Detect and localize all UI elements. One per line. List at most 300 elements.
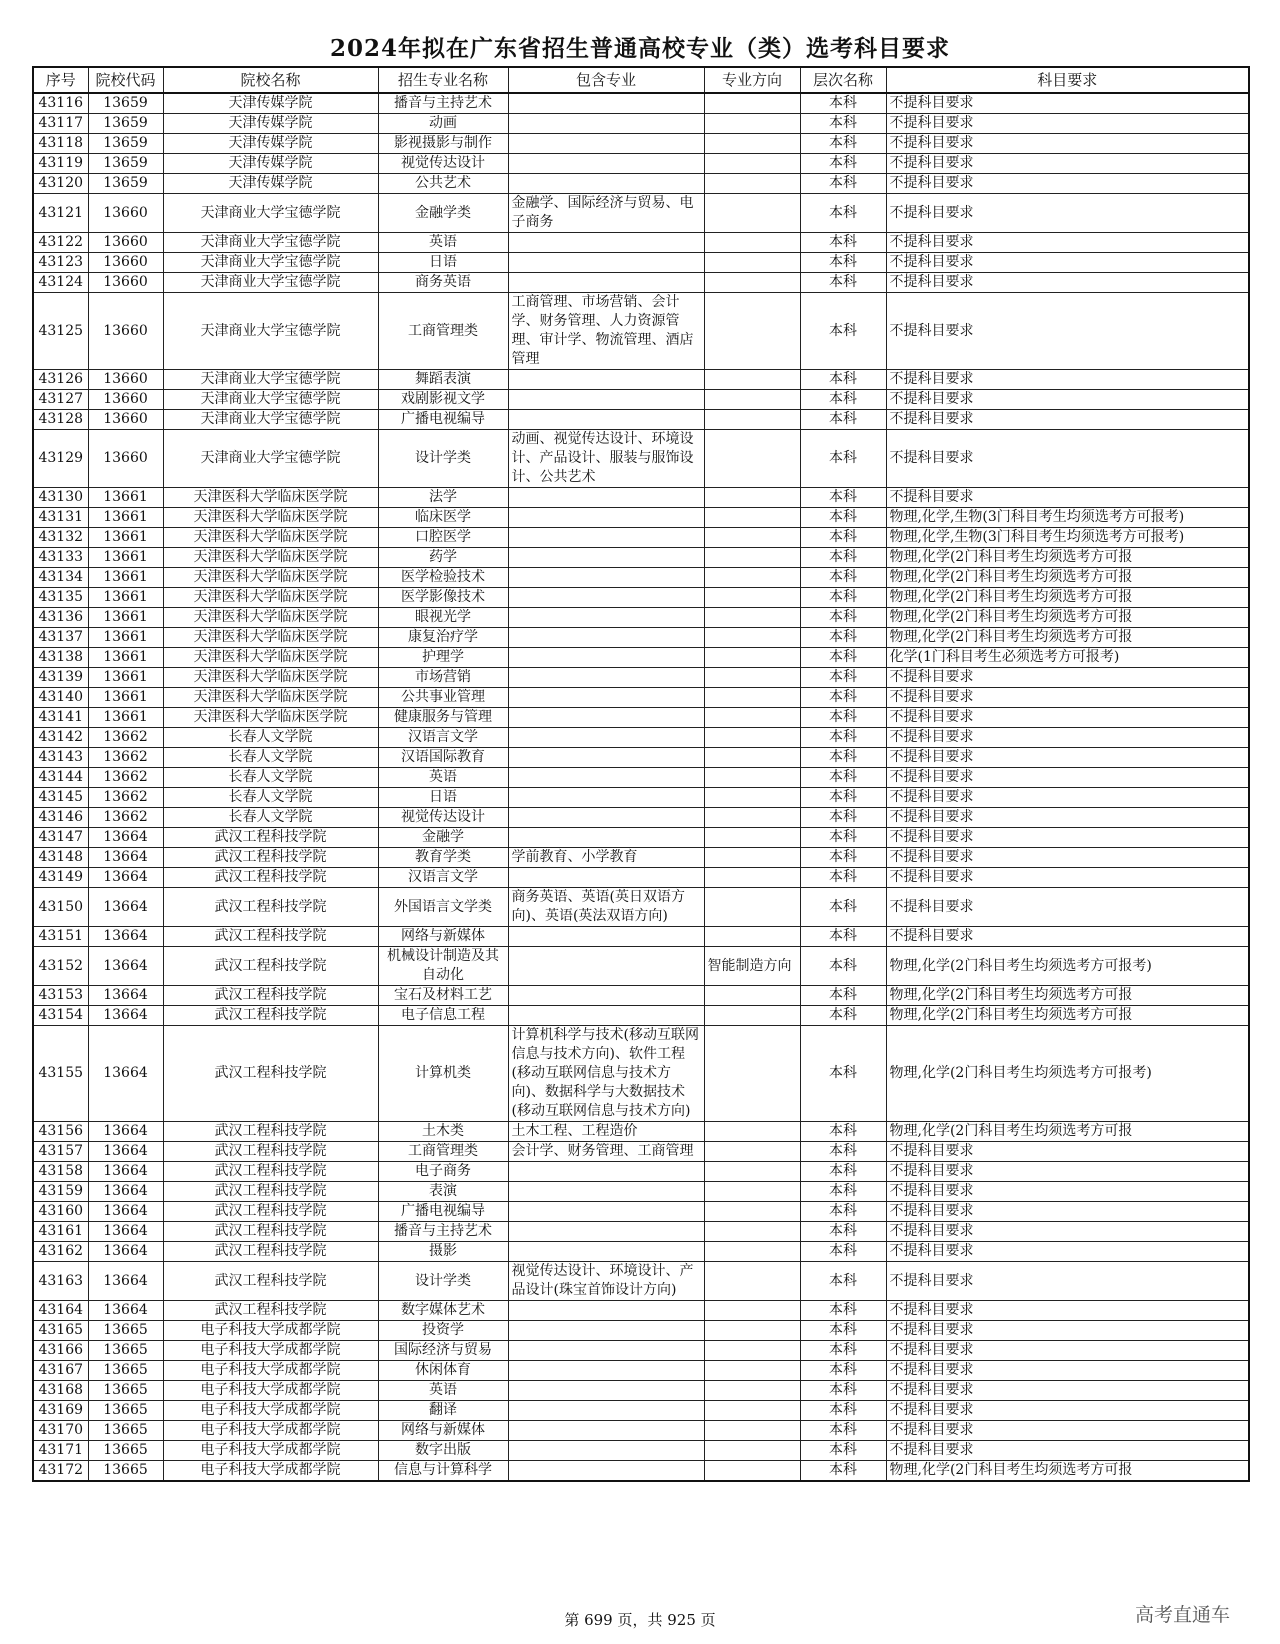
major-name-cell: 土木类 (378, 1122, 508, 1142)
table-row (33, 608, 1249, 628)
subject-requirement-cell: 不提科目要求 (886, 154, 1249, 174)
major-name-cell: 视觉传达设计 (378, 154, 508, 174)
school-code-cell: 13661 (88, 508, 163, 528)
school-code-cell: 13665 (88, 1381, 163, 1401)
school-name-cell: 天津传媒学院 (163, 134, 378, 154)
row-index-cell: 43163 (33, 1262, 88, 1301)
table-row (33, 528, 1249, 548)
subject-requirement-cell: 不提科目要求 (886, 1262, 1249, 1301)
major-name-cell: 翻译 (378, 1401, 508, 1421)
school-code-cell: 13664 (88, 1202, 163, 1222)
major-direction-cell (704, 868, 800, 888)
subject-requirement-cell: 不提科目要求 (886, 688, 1249, 708)
row-index-cell: 43130 (33, 488, 88, 508)
school-name-cell: 武汉工程科技学院 (163, 1242, 378, 1262)
major-direction-cell (704, 628, 800, 648)
table-row (33, 1421, 1249, 1441)
major-direction-cell (704, 1381, 800, 1401)
level-name-cell: 本科 (800, 588, 886, 608)
major-name-cell: 宝石及材料工艺 (378, 986, 508, 1006)
row-index-cell: 43143 (33, 748, 88, 768)
subject-requirement-cell: 不提科目要求 (886, 888, 1249, 927)
school-code-cell: 13660 (88, 390, 163, 410)
school-code-cell: 13664 (88, 1162, 163, 1182)
school-code-cell: 13664 (88, 1006, 163, 1026)
major-direction-cell (704, 748, 800, 768)
major-name-cell: 日语 (378, 253, 508, 273)
row-index-cell: 43151 (33, 927, 88, 947)
school-code-cell: 13665 (88, 1341, 163, 1361)
included-majors-cell: 商务英语、英语(英日双语方向)、英语(英法双语方向) (508, 888, 704, 927)
major-name-cell: 影视摄影与制作 (378, 134, 508, 154)
included-majors-cell (508, 410, 704, 430)
school-code-cell: 13659 (88, 114, 163, 134)
major-direction-cell (704, 986, 800, 1006)
included-majors-cell (508, 114, 704, 134)
row-index-cell: 43119 (33, 154, 88, 174)
table-row (33, 273, 1249, 293)
row-index-cell: 43165 (33, 1321, 88, 1341)
table-row (33, 390, 1249, 410)
table-row (33, 430, 1249, 488)
included-majors-cell (508, 1321, 704, 1341)
level-name-cell: 本科 (800, 93, 886, 114)
row-index-cell: 43156 (33, 1122, 88, 1142)
school-name-cell: 电子科技大学成都学院 (163, 1321, 378, 1341)
table-row (33, 93, 1249, 114)
table-row (33, 488, 1249, 508)
included-majors-cell (508, 1182, 704, 1202)
included-majors-cell (508, 273, 704, 293)
major-direction-cell (704, 927, 800, 947)
major-name-cell: 汉语国际教育 (378, 748, 508, 768)
included-majors-cell (508, 1222, 704, 1242)
school-code-cell: 13662 (88, 748, 163, 768)
table-row (33, 1182, 1249, 1202)
included-majors-cell (508, 253, 704, 273)
table-row (33, 788, 1249, 808)
school-code-cell: 13664 (88, 947, 163, 986)
major-name-cell: 商务英语 (378, 273, 508, 293)
table-row (33, 1242, 1249, 1262)
included-majors-cell (508, 608, 704, 628)
school-code-cell: 13660 (88, 194, 163, 233)
level-name-cell: 本科 (800, 628, 886, 648)
row-index-cell: 43132 (33, 528, 88, 548)
subject-requirement-cell: 不提科目要求 (886, 868, 1249, 888)
table-row (33, 1401, 1249, 1421)
subject-requirement-cell: 不提科目要求 (886, 1202, 1249, 1222)
included-majors-cell (508, 1162, 704, 1182)
major-name-cell: 设计学类 (378, 1262, 508, 1301)
major-direction-cell (704, 788, 800, 808)
major-name-cell: 舞蹈表演 (378, 370, 508, 390)
school-name-cell: 长春人文学院 (163, 788, 378, 808)
major-direction-cell (704, 848, 800, 868)
table-row (33, 1006, 1249, 1026)
school-code-cell: 13665 (88, 1441, 163, 1461)
major-direction-cell (704, 608, 800, 628)
included-majors-cell: 金融学、国际经济与贸易、电子商务 (508, 194, 704, 233)
level-name-cell: 本科 (800, 154, 886, 174)
included-majors-cell (508, 1242, 704, 1262)
major-name-cell: 工商管理类 (378, 1142, 508, 1162)
school-code-cell: 13664 (88, 848, 163, 868)
school-code-cell: 13660 (88, 273, 163, 293)
row-index-cell: 43141 (33, 708, 88, 728)
major-name-cell: 电子信息工程 (378, 1006, 508, 1026)
subject-requirement-cell: 不提科目要求 (886, 1421, 1249, 1441)
table-row (33, 748, 1249, 768)
row-index-cell: 43127 (33, 390, 88, 410)
included-majors-cell (508, 1301, 704, 1321)
subject-requirement-cell: 不提科目要求 (886, 410, 1249, 430)
major-direction-cell (704, 488, 800, 508)
row-index-cell: 43120 (33, 174, 88, 194)
included-majors-cell (508, 174, 704, 194)
level-name-cell: 本科 (800, 1142, 886, 1162)
school-name-cell: 天津传媒学院 (163, 114, 378, 134)
row-index-cell: 43139 (33, 668, 88, 688)
subject-requirement-cell: 物理,化学(2门科目考生均须选考方可报 (886, 986, 1249, 1006)
level-name-cell: 本科 (800, 1162, 886, 1182)
table-row (33, 1162, 1249, 1182)
major-name-cell: 广播电视编导 (378, 410, 508, 430)
major-direction-cell (704, 390, 800, 410)
major-direction-cell (704, 1441, 800, 1461)
included-majors-cell (508, 668, 704, 688)
school-name-cell: 天津医科大学临床医学院 (163, 708, 378, 728)
major-direction-cell (704, 1262, 800, 1301)
major-direction-cell (704, 1122, 800, 1142)
row-index-cell: 43140 (33, 688, 88, 708)
major-direction-cell (704, 273, 800, 293)
subject-requirement-cell: 不提科目要求 (886, 253, 1249, 273)
table-row (33, 848, 1249, 868)
major-name-cell: 播音与主持艺术 (378, 93, 508, 114)
school-code-cell: 13662 (88, 768, 163, 788)
major-direction-cell (704, 370, 800, 390)
subject-requirement-cell: 不提科目要求 (886, 788, 1249, 808)
included-majors-cell (508, 986, 704, 1006)
school-code-cell: 13664 (88, 1182, 163, 1202)
major-name-cell: 眼视光学 (378, 608, 508, 628)
school-code-cell: 13660 (88, 410, 163, 430)
included-majors-cell (508, 828, 704, 848)
level-name-cell: 本科 (800, 1006, 886, 1026)
major-name-cell: 英语 (378, 768, 508, 788)
major-name-cell: 汉语言文学 (378, 728, 508, 748)
major-name-cell: 视觉传达设计 (378, 808, 508, 828)
level-name-cell: 本科 (800, 1341, 886, 1361)
major-name-cell: 医学检验技术 (378, 568, 508, 588)
included-majors-cell (508, 134, 704, 154)
school-code-cell: 13665 (88, 1421, 163, 1441)
school-name-cell: 天津商业大学宝德学院 (163, 410, 378, 430)
subject-requirement-cell: 物理,化学(2门科目考生均须选考方可报 (886, 1006, 1249, 1026)
subject-requirement-cell: 物理,化学(2门科目考生均须选考方可报 (886, 628, 1249, 648)
included-majors-cell (508, 648, 704, 668)
school-code-cell: 13664 (88, 1301, 163, 1321)
level-name-cell: 本科 (800, 1321, 886, 1341)
level-name-cell: 本科 (800, 1182, 886, 1202)
school-code-cell: 13661 (88, 548, 163, 568)
included-majors-cell (508, 548, 704, 568)
level-name-cell: 本科 (800, 273, 886, 293)
school-code-cell: 13661 (88, 628, 163, 648)
table-row (33, 154, 1249, 174)
table-row (33, 134, 1249, 154)
school-code-cell: 13661 (88, 488, 163, 508)
major-name-cell: 日语 (378, 788, 508, 808)
included-majors-cell (508, 728, 704, 748)
school-code-cell: 13665 (88, 1321, 163, 1341)
school-code-cell: 13661 (88, 588, 163, 608)
level-name-cell: 本科 (800, 488, 886, 508)
school-name-cell: 电子科技大学成都学院 (163, 1401, 378, 1421)
major-direction-cell (704, 1461, 800, 1482)
row-index-cell: 43168 (33, 1381, 88, 1401)
subject-requirement-cell: 不提科目要求 (886, 728, 1249, 748)
row-index-cell: 43121 (33, 194, 88, 233)
school-code-cell: 13664 (88, 828, 163, 848)
major-name-cell: 数字出版 (378, 1441, 508, 1461)
school-name-cell: 武汉工程科技学院 (163, 986, 378, 1006)
included-majors-cell (508, 927, 704, 947)
major-name-cell: 医学影像技术 (378, 588, 508, 608)
major-direction-cell (704, 114, 800, 134)
level-name-cell: 本科 (800, 986, 886, 1006)
school-name-cell: 天津商业大学宝德学院 (163, 370, 378, 390)
school-name-cell: 天津传媒学院 (163, 174, 378, 194)
table-row (33, 1301, 1249, 1321)
school-code-cell: 13659 (88, 154, 163, 174)
watermark-text: 高考直通车 (1134, 1604, 1230, 1626)
table-row (33, 868, 1249, 888)
table-body (33, 93, 1249, 1481)
school-name-cell: 武汉工程科技学院 (163, 1122, 378, 1142)
school-name-cell: 天津医科大学临床医学院 (163, 508, 378, 528)
level-name-cell: 本科 (800, 528, 886, 548)
major-name-cell: 播音与主持艺术 (378, 1222, 508, 1242)
table-row (33, 1341, 1249, 1361)
level-name-cell: 本科 (800, 1361, 886, 1381)
header-cell: 招生专业名称 (378, 67, 508, 93)
major-name-cell: 网络与新媒体 (378, 927, 508, 947)
table-row (33, 1381, 1249, 1401)
included-majors-cell (508, 708, 704, 728)
school-name-cell: 武汉工程科技学院 (163, 927, 378, 947)
included-majors-cell (508, 748, 704, 768)
included-majors-cell (508, 868, 704, 888)
table-row (33, 1202, 1249, 1222)
included-majors-cell (508, 1461, 704, 1482)
school-name-cell: 天津商业大学宝德学院 (163, 390, 378, 410)
table-row (33, 1142, 1249, 1162)
school-name-cell: 长春人文学院 (163, 748, 378, 768)
school-name-cell: 武汉工程科技学院 (163, 1301, 378, 1321)
table-row (33, 828, 1249, 848)
subject-requirement-cell: 物理,化学(2门科目考生均须选考方可报 (886, 1122, 1249, 1142)
school-code-cell: 13661 (88, 568, 163, 588)
row-index-cell: 43160 (33, 1202, 88, 1222)
subject-requirement-cell: 不提科目要求 (886, 1341, 1249, 1361)
subject-requirement-cell: 不提科目要求 (886, 114, 1249, 134)
level-name-cell: 本科 (800, 828, 886, 848)
header-cell: 院校代码 (88, 67, 163, 93)
school-code-cell: 13662 (88, 788, 163, 808)
subject-requirement-cell: 不提科目要求 (886, 828, 1249, 848)
row-index-cell: 43161 (33, 1222, 88, 1242)
table-row (33, 233, 1249, 253)
school-code-cell: 13664 (88, 927, 163, 947)
school-name-cell: 天津医科大学临床医学院 (163, 608, 378, 628)
school-name-cell: 天津医科大学临床医学院 (163, 568, 378, 588)
subject-requirement-cell: 不提科目要求 (886, 768, 1249, 788)
table-row (33, 888, 1249, 927)
school-code-cell: 13664 (88, 1242, 163, 1262)
major-name-cell: 计算机类 (378, 1026, 508, 1122)
row-index-cell: 43153 (33, 986, 88, 1006)
subject-requirement-cell: 不提科目要求 (886, 93, 1249, 114)
school-name-cell: 武汉工程科技学院 (163, 1262, 378, 1301)
subject-requirement-cell: 不提科目要求 (886, 370, 1249, 390)
school-code-cell: 13660 (88, 233, 163, 253)
row-index-cell: 43158 (33, 1162, 88, 1182)
included-majors-cell (508, 588, 704, 608)
requirements-table (32, 66, 1250, 1482)
row-index-cell: 43150 (33, 888, 88, 927)
school-name-cell: 武汉工程科技学院 (163, 1202, 378, 1222)
row-index-cell: 43170 (33, 1421, 88, 1441)
major-direction-cell (704, 888, 800, 927)
row-index-cell: 43169 (33, 1401, 88, 1421)
level-name-cell: 本科 (800, 114, 886, 134)
level-name-cell: 本科 (800, 728, 886, 748)
level-name-cell: 本科 (800, 1301, 886, 1321)
subject-requirement-cell: 物理,化学(2门科目考生均须选考方可报 (886, 1461, 1249, 1482)
major-direction-cell (704, 528, 800, 548)
level-name-cell: 本科 (800, 548, 886, 568)
level-name-cell: 本科 (800, 1262, 886, 1301)
major-name-cell: 康复治疗学 (378, 628, 508, 648)
subject-requirement-cell: 物理,化学(2门科目考生均须选考方可报考) (886, 1026, 1249, 1122)
major-name-cell: 市场营销 (378, 668, 508, 688)
header-cell: 院校名称 (163, 67, 378, 93)
table-row (33, 986, 1249, 1006)
row-index-cell: 43159 (33, 1182, 88, 1202)
level-name-cell: 本科 (800, 1441, 886, 1461)
included-majors-cell (508, 628, 704, 648)
page-footer: 第 699 页，共 925 页 (564, 1611, 716, 1629)
level-name-cell: 本科 (800, 688, 886, 708)
included-majors-cell: 工商管理、市场营销、会计学、财务管理、人力资源管理、审计学、物流管理、酒店管理 (508, 293, 704, 370)
level-name-cell: 本科 (800, 134, 886, 154)
row-index-cell: 43146 (33, 808, 88, 828)
row-index-cell: 43135 (33, 588, 88, 608)
included-majors-cell (508, 808, 704, 828)
major-direction-cell (704, 1182, 800, 1202)
level-name-cell: 本科 (800, 1222, 886, 1242)
school-code-cell: 13664 (88, 1122, 163, 1142)
major-direction-cell (704, 728, 800, 748)
major-name-cell: 戏剧影视文学 (378, 390, 508, 410)
school-name-cell: 武汉工程科技学院 (163, 1222, 378, 1242)
level-name-cell: 本科 (800, 1401, 886, 1421)
school-name-cell: 武汉工程科技学院 (163, 1006, 378, 1026)
included-majors-cell (508, 1361, 704, 1381)
school-code-cell: 13660 (88, 370, 163, 390)
major-direction-cell (704, 1341, 800, 1361)
row-index-cell: 43131 (33, 508, 88, 528)
major-name-cell: 临床医学 (378, 508, 508, 528)
subject-requirement-cell: 不提科目要求 (886, 708, 1249, 728)
level-name-cell: 本科 (800, 648, 886, 668)
subject-requirement-cell: 不提科目要求 (886, 1162, 1249, 1182)
major-name-cell: 汉语言文学 (378, 868, 508, 888)
table-row (33, 768, 1249, 788)
table-header-row (33, 67, 1249, 93)
major-direction-cell (704, 1222, 800, 1242)
table-row (33, 708, 1249, 728)
header-cell: 科目要求 (886, 67, 1249, 93)
major-name-cell: 网络与新媒体 (378, 1421, 508, 1441)
level-name-cell: 本科 (800, 888, 886, 927)
major-direction-cell (704, 1142, 800, 1162)
level-name-cell: 本科 (800, 947, 886, 986)
row-index-cell: 43122 (33, 233, 88, 253)
major-direction-cell (704, 293, 800, 370)
row-index-cell: 43128 (33, 410, 88, 430)
subject-requirement-cell: 不提科目要求 (886, 293, 1249, 370)
table-row (33, 947, 1249, 986)
row-index-cell: 43164 (33, 1301, 88, 1321)
school-code-cell: 13660 (88, 293, 163, 370)
major-name-cell: 健康服务与管理 (378, 708, 508, 728)
level-name-cell: 本科 (800, 1421, 886, 1441)
major-name-cell: 公共艺术 (378, 174, 508, 194)
major-direction-cell (704, 430, 800, 488)
table-row (33, 194, 1249, 233)
major-direction-cell (704, 410, 800, 430)
included-majors-cell: 计算机科学与技术(移动互联网信息与技术方向)、软件工程(移动互联网信息与技术方向)、数据科学与大数据技术(移动互联网信息与技术方向) (508, 1026, 704, 1122)
school-name-cell: 电子科技大学成都学院 (163, 1361, 378, 1381)
major-name-cell: 国际经济与贸易 (378, 1341, 508, 1361)
subject-requirement-cell: 不提科目要求 (886, 1361, 1249, 1381)
table-row (33, 1361, 1249, 1381)
row-index-cell: 43138 (33, 648, 88, 668)
level-name-cell: 本科 (800, 1202, 886, 1222)
subject-requirement-cell: 不提科目要求 (886, 233, 1249, 253)
school-code-cell: 13664 (88, 888, 163, 927)
school-name-cell: 长春人文学院 (163, 768, 378, 788)
school-code-cell: 13664 (88, 986, 163, 1006)
level-name-cell: 本科 (800, 253, 886, 273)
major-name-cell: 数字媒体艺术 (378, 1301, 508, 1321)
subject-requirement-cell: 不提科目要求 (886, 390, 1249, 410)
row-index-cell: 43172 (33, 1461, 88, 1482)
school-name-cell: 天津传媒学院 (163, 93, 378, 114)
subject-requirement-cell: 不提科目要求 (886, 488, 1249, 508)
major-name-cell: 工商管理类 (378, 293, 508, 370)
school-code-cell: 13665 (88, 1401, 163, 1421)
table-row (33, 1262, 1249, 1301)
subject-requirement-cell: 不提科目要求 (886, 1222, 1249, 1242)
school-name-cell: 武汉工程科技学院 (163, 1162, 378, 1182)
major-name-cell: 摄影 (378, 1242, 508, 1262)
row-index-cell: 43149 (33, 868, 88, 888)
table-row (33, 293, 1249, 370)
